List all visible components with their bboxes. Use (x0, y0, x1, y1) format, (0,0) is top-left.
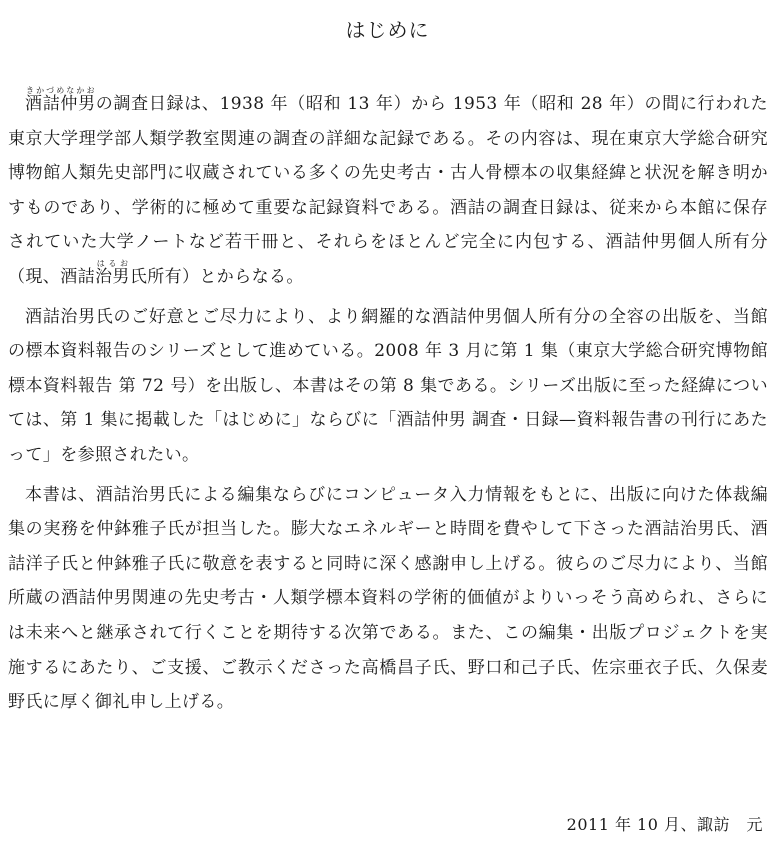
furigana-sakazume-nakao: きかづめなかお (25, 86, 96, 95)
name-haruo: 治男 (95, 266, 130, 287)
name-ruby-haruo (95, 258, 130, 287)
paragraph-3: 本書は、酒詰治男氏による編集ならびにコンピュータ入力情報をもとに、出版に向けた体裁編集の実務を仲鉢雅子氏が担当した。膨大なエネルギーと時間を費やして下さった酒詰治男氏、酒詰洋子氏と仲鉢雅子氏に敬意を表すると同時に深く感謝申し上げる。彼らのご尽力により、当館所蔵の酒詰仲男関連の先史考古・人類学標本資料の学術的価値がよりいっそう高められ、さらには未来へと継承されて行くことを期待する次第である。また、この編集・出版プロジェクトを実施するにあたり、ご支援、ご教示くださった高橋昌子氏、野口和己子氏、佐宗亜衣子氏、久保麦野氏に厚く御礼申し上げる。 (8, 484, 768, 713)
furigana-haruo: はるお (95, 258, 130, 268)
paragraph-2: 酒詰治男氏のご好意とご尽力により、より網羅的な酒詰仲男個人所有分の全容の出版を、当館の標本資料報告のシリーズとして進めている。2008 年 3 月に第 1 集（東京大学総合研究博物館 標本資料報告 第 72 号）を出版し、本書はその第 8 集である。シリーズ出版に至った経緯については、第 1 集に掲載した「はじめに」ならびに「酒詰仲男 調査・日録—資料報告書の刊行にあたって」を参照されたい。 (8, 306, 768, 465)
signature: 2011 年 10 月、諏訪 元 (566, 815, 763, 834)
name-sakazume-nakao: 酒詰仲男 (25, 94, 96, 114)
paragraph-1 (8, 86, 768, 295)
document-body (8, 86, 768, 725)
paragraph-1-text-a: の調査日録は、1938 年（昭和 13 年）から 1953 年（昭和 28 年）の間に行われた東京大学理学部人類学教室関連の調査の詳細な記録である。その内容は、現在東京大学総合研究博物館人類先史部門に収蔵されている多くの先史考古・古人骨標本の収集経緯と状況を解き明かすものであり、学術的に極めて重要な記録資料である。酒詰の調査日録は、従来から本館に保存されていた大学ノートなど若干冊と、それらをほとんど完全に内包する、酒詰仲男個人所有分（現、酒詰 (8, 94, 768, 287)
page-title: はじめに (345, 18, 430, 42)
name-ruby-sakazume-nakao (25, 86, 96, 114)
paragraph-1-text-b: 氏所有）とからなる。 (129, 266, 304, 287)
